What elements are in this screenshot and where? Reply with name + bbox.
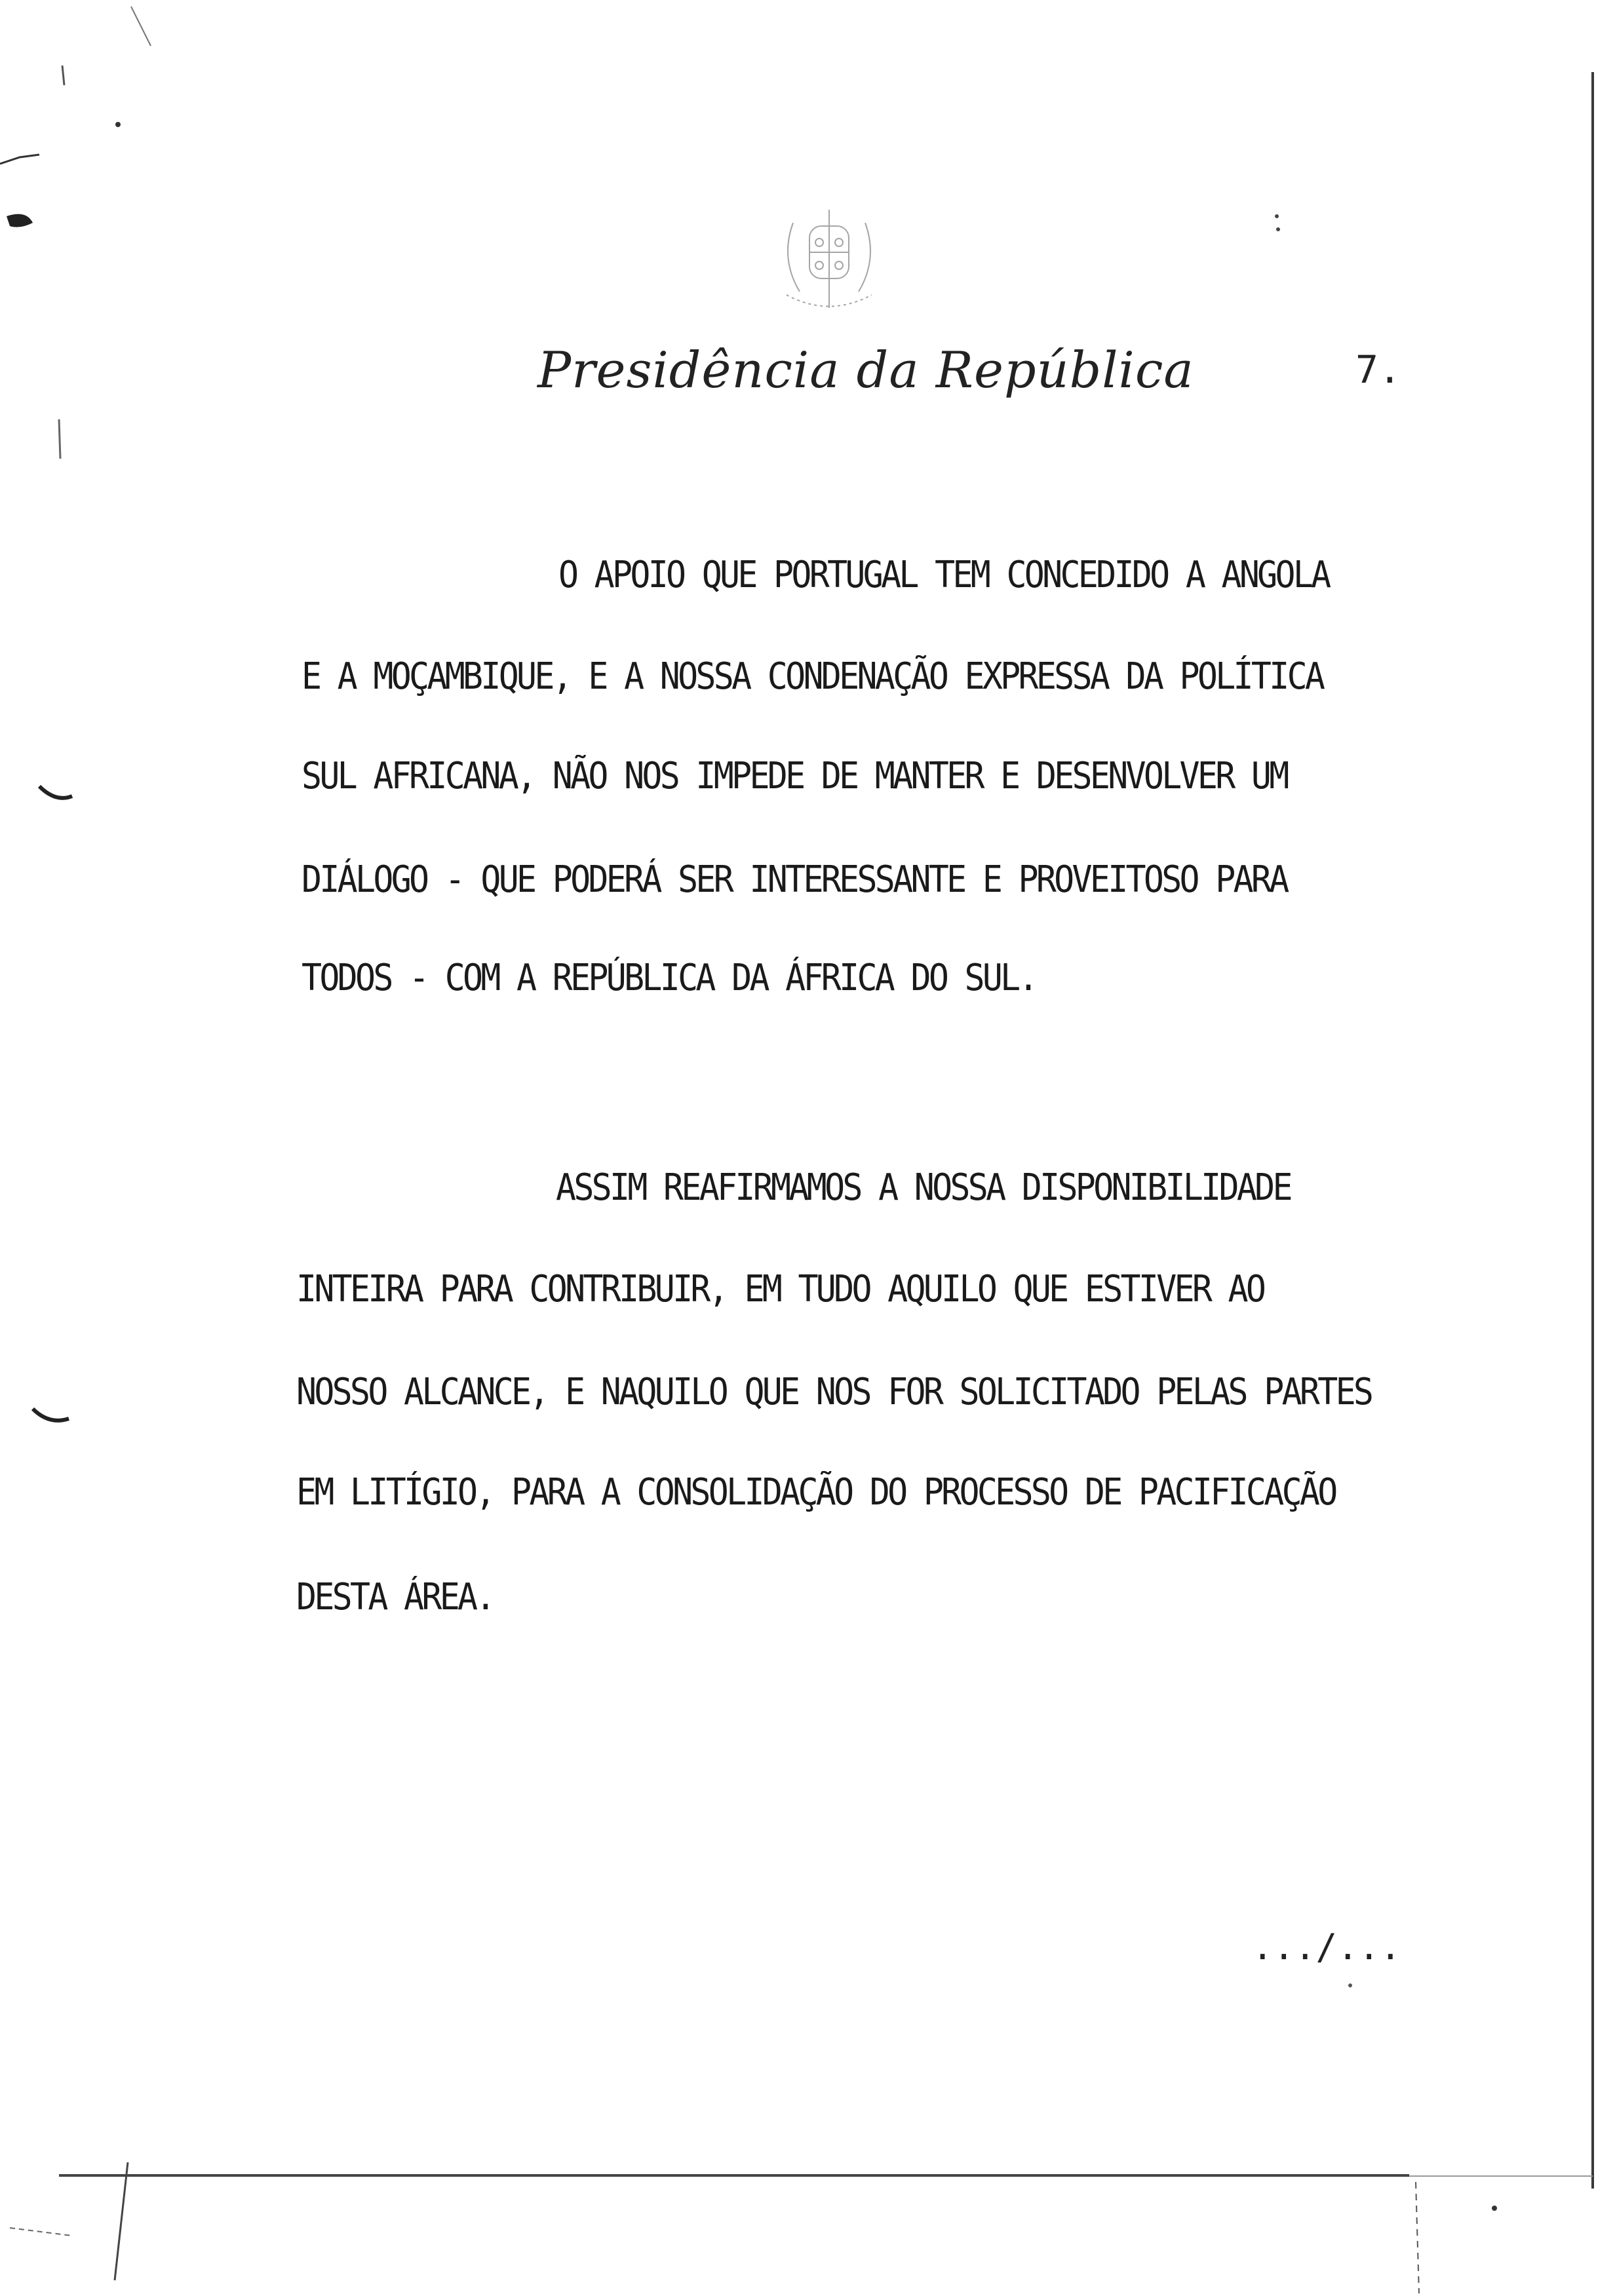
coat-of-arms-seal [754, 197, 905, 321]
continuation-mark: .../... [1252, 1926, 1401, 1968]
scan-marks-left [0, 0, 170, 2296]
paragraph-1-line-5: TODOS - COM A REPÚBLICA DA ÁFRICA DO SUL. [302, 957, 1036, 999]
paragraph-1-line-2: E A MOÇAMBIQUE, E A NOSSA CONDENAÇÃO EXPRESSA DA POLÍTICA [302, 655, 1323, 698]
paragraph-2-line-2: INTEIRA PARA CONTRIBUIR, EM TUDO AQUILO QUE ESTIVER AO [296, 1268, 1264, 1311]
paragraph-1-line-4: DIÁLOGO - QUE PODERÁ SER INTERESSANTE E PROVEITOSO PARA [302, 858, 1287, 901]
scan-marks-right [1245, 197, 1612, 2293]
letterhead-title: Presidência da República [537, 341, 1194, 399]
paragraph-1-line-3: SUL AFRICANA, NÃO NOS IMPEDE DE MANTER E DESENVOLVER UM [302, 755, 1287, 797]
paragraph-2-line-4: EM LITÍGIO, PARA A CONSOLIDAÇÃO DO PROCESSO DE PACIFICAÇÃO [296, 1471, 1336, 1514]
scan-edge-bottom [59, 2174, 1409, 2177]
page-number: 7. [1355, 347, 1401, 392]
paragraph-2-line-5: DESTA ÁREA. [296, 1576, 494, 1618]
paragraph-1-line-1: O APOIO QUE PORTUGAL TEM CONCEDIDO A ANGOLA [558, 554, 1329, 596]
paragraph-2-line-3: NOSSO ALCANCE, E NAQUILO QUE NOS FOR SOLICITADO PELAS PARTES [296, 1371, 1372, 1413]
paragraph-2-line-1: ASSIM REAFIRMAMOS A NOSSA DISPONIBILIDADE [556, 1166, 1291, 1209]
